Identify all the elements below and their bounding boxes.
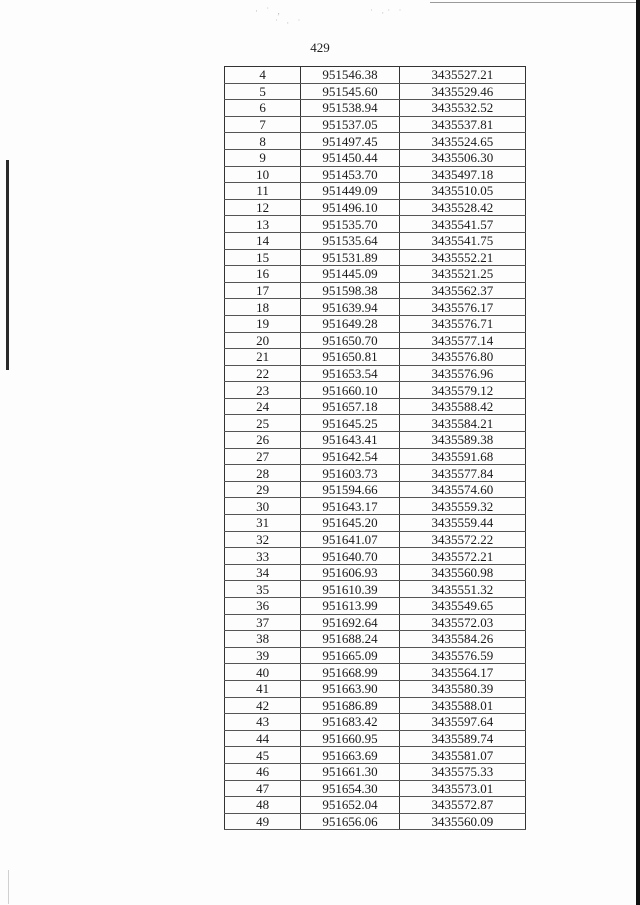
table-row [225,564,526,581]
point-number-cell: 43 [225,714,301,731]
table-row [225,282,526,299]
scan-noise: ˙ · ˙ [275,18,304,28]
y-coordinate-cell: 3435588.01 [399,697,525,714]
y-coordinate-cell: 3435521.25 [399,266,525,283]
x-coordinate-cell: 951453.70 [301,166,399,183]
table-row [225,116,526,133]
y-coordinate-cell: 3435575.33 [399,763,525,780]
y-coordinate-cell: 3435529.46 [399,83,525,100]
x-coordinate-cell: 951640.70 [301,548,399,565]
x-coordinate-cell: 951657.18 [301,398,399,415]
x-coordinate-cell: 951692.64 [301,614,399,631]
point-number-cell: 13 [225,216,301,233]
point-number-cell: 12 [225,199,301,216]
coordinates-table-body [225,67,526,830]
y-coordinate-cell: 3435573.01 [399,780,525,797]
point-number-cell: 22 [225,365,301,382]
table-row [225,166,526,183]
x-coordinate-cell: 951606.93 [301,564,399,581]
y-coordinate-cell: 3435576.59 [399,647,525,664]
y-coordinate-cell: 3435588.42 [399,398,525,415]
point-number-cell: 14 [225,232,301,249]
point-number-cell: 31 [225,515,301,532]
x-coordinate-cell: 951537.05 [301,116,399,133]
table-row [225,365,526,382]
point-number-cell: 28 [225,465,301,482]
point-number-cell: 18 [225,299,301,316]
y-coordinate-cell: 3435591.68 [399,448,525,465]
x-coordinate-cell: 951688.24 [301,631,399,648]
point-number-cell: 38 [225,631,301,648]
table-row [225,747,526,764]
y-coordinate-cell: 3435579.12 [399,382,525,399]
x-coordinate-cell: 951538.94 [301,100,399,117]
table-row [225,531,526,548]
y-coordinate-cell: 3435552.21 [399,249,525,266]
x-coordinate-cell: 951645.25 [301,415,399,432]
point-number-cell: 21 [225,349,301,366]
table-row [225,581,526,598]
table-row [225,133,526,150]
x-coordinate-cell: 951650.81 [301,349,399,366]
point-number-cell: 39 [225,647,301,664]
y-coordinate-cell: 3435497.18 [399,166,525,183]
table-row [225,232,526,249]
scan-noise: ˙ ·˙ ˙ [370,8,405,18]
table-row [225,67,526,84]
point-number-cell: 7 [225,116,301,133]
x-coordinate-cell: 951639.94 [301,299,399,316]
table-row [225,100,526,117]
table-row [225,763,526,780]
table-row [225,299,526,316]
x-coordinate-cell: 951649.28 [301,315,399,332]
point-number-cell: 45 [225,747,301,764]
x-coordinate-cell: 951643.17 [301,498,399,515]
y-coordinate-cell: 3435560.09 [399,813,525,830]
point-number-cell: 26 [225,432,301,449]
x-coordinate-cell: 951660.95 [301,730,399,747]
y-coordinate-cell: 3435572.21 [399,548,525,565]
table-row [225,714,526,731]
y-coordinate-cell: 3435577.84 [399,465,525,482]
x-coordinate-cell: 951663.90 [301,680,399,697]
point-number-cell: 9 [225,149,301,166]
table-row [225,481,526,498]
y-coordinate-cell: 3435576.80 [399,349,525,366]
table-row [225,415,526,432]
table-row [225,515,526,532]
y-coordinate-cell: 3435562.37 [399,282,525,299]
table-row [225,149,526,166]
table-row [225,647,526,664]
point-number-cell: 36 [225,598,301,615]
y-coordinate-cell: 3435506.30 [399,149,525,166]
point-number-cell: 44 [225,730,301,747]
x-coordinate-cell: 951545.60 [301,83,399,100]
y-coordinate-cell: 3435577.14 [399,332,525,349]
y-coordinate-cell: 3435551.32 [399,581,525,598]
x-coordinate-cell: 951665.09 [301,647,399,664]
x-coordinate-cell: 951641.07 [301,531,399,548]
x-coordinate-cell: 951661.30 [301,763,399,780]
point-number-cell: 41 [225,680,301,697]
point-number-cell: 29 [225,481,301,498]
point-number-cell: 23 [225,382,301,399]
point-number-cell: 32 [225,531,301,548]
table-row [225,266,526,283]
point-number-cell: 49 [225,813,301,830]
x-coordinate-cell: 951610.39 [301,581,399,598]
table-row [225,813,526,830]
scan-right-edge-bar [636,0,640,905]
x-coordinate-cell: 951449.09 [301,183,399,200]
table-row [225,448,526,465]
point-number-cell: 11 [225,183,301,200]
y-coordinate-cell: 3435564.17 [399,664,525,681]
y-coordinate-cell: 3435576.71 [399,315,525,332]
x-coordinate-cell: 951686.89 [301,697,399,714]
table-row [225,780,526,797]
x-coordinate-cell: 951645.20 [301,515,399,532]
x-coordinate-cell: 951656.06 [301,813,399,830]
y-coordinate-cell: 3435541.75 [399,232,525,249]
x-coordinate-cell: 951603.73 [301,465,399,482]
point-number-cell: 10 [225,166,301,183]
point-number-cell: 25 [225,415,301,432]
y-coordinate-cell: 3435528.42 [399,199,525,216]
point-number-cell: 48 [225,797,301,814]
table-row [225,332,526,349]
table-row [225,797,526,814]
point-number-cell: 40 [225,664,301,681]
table-row [225,382,526,399]
y-coordinate-cell: 3435584.21 [399,415,525,432]
y-coordinate-cell: 3435559.32 [399,498,525,515]
x-coordinate-cell: 951642.54 [301,448,399,465]
y-coordinate-cell: 3435572.87 [399,797,525,814]
x-coordinate-cell: 951683.42 [301,714,399,731]
y-coordinate-cell: 3435541.57 [399,216,525,233]
table-row [225,730,526,747]
y-coordinate-cell: 3435537.81 [399,116,525,133]
point-number-cell: 42 [225,697,301,714]
y-coordinate-cell: 3435589.74 [399,730,525,747]
table-row [225,614,526,631]
x-coordinate-cell: 951643.41 [301,432,399,449]
x-coordinate-cell: 951650.70 [301,332,399,349]
y-coordinate-cell: 3435584.26 [399,631,525,648]
y-coordinate-cell: 3435576.96 [399,365,525,382]
y-coordinate-cell: 3435572.03 [399,614,525,631]
x-coordinate-cell: 951660.10 [301,382,399,399]
y-coordinate-cell: 3435589.38 [399,432,525,449]
scan-left-edge-mark [8,870,9,904]
y-coordinate-cell: 3435576.17 [399,299,525,316]
y-coordinate-cell: 3435560.98 [399,564,525,581]
point-number-cell: 30 [225,498,301,515]
table-row [225,432,526,449]
table-row [225,199,526,216]
y-coordinate-cell: 3435559.44 [399,515,525,532]
point-number-cell: 5 [225,83,301,100]
x-coordinate-cell: 951497.45 [301,133,399,150]
x-coordinate-cell: 951663.69 [301,747,399,764]
table-row [225,249,526,266]
table-row [225,697,526,714]
point-number-cell: 15 [225,249,301,266]
x-coordinate-cell: 951535.70 [301,216,399,233]
point-number-cell: 46 [225,763,301,780]
y-coordinate-cell: 3435581.07 [399,747,525,764]
point-number-cell: 8 [225,133,301,150]
y-coordinate-cell: 3435524.65 [399,133,525,150]
x-coordinate-cell: 951654.30 [301,780,399,797]
x-coordinate-cell: 951613.99 [301,598,399,615]
table-row [225,598,526,615]
table-row [225,498,526,515]
point-number-cell: 16 [225,266,301,283]
x-coordinate-cell: 951594.66 [301,481,399,498]
point-number-cell: 37 [225,614,301,631]
x-coordinate-cell: 951496.10 [301,199,399,216]
table-row [225,398,526,415]
scan-left-edge-mark [6,160,9,370]
point-number-cell: 33 [225,548,301,565]
page-number: 429 [310,40,330,55]
table-row [225,183,526,200]
x-coordinate-cell: 951450.44 [301,149,399,166]
x-coordinate-cell: 951531.89 [301,249,399,266]
scan-noise: · ˙ , [255,6,283,16]
x-coordinate-cell: 951546.38 [301,67,399,84]
y-coordinate-cell: 3435549.65 [399,598,525,615]
point-number-cell: 35 [225,581,301,598]
table-row [225,349,526,366]
point-number-cell: 47 [225,780,301,797]
y-coordinate-cell: 3435574.60 [399,481,525,498]
table-row [225,83,526,100]
x-coordinate-cell: 951598.38 [301,282,399,299]
scan-top-rule [430,2,640,3]
y-coordinate-cell: 3435580.39 [399,680,525,697]
y-coordinate-cell: 3435597.64 [399,714,525,731]
point-number-cell: 20 [225,332,301,349]
table-row [225,548,526,565]
table-row [225,216,526,233]
x-coordinate-cell: 951445.09 [301,266,399,283]
coordinates-table [224,66,526,830]
x-coordinate-cell: 951535.64 [301,232,399,249]
point-number-cell: 6 [225,100,301,117]
point-number-cell: 34 [225,564,301,581]
table-row [225,465,526,482]
y-coordinate-cell: 3435532.52 [399,100,525,117]
table-row [225,631,526,648]
x-coordinate-cell: 951653.54 [301,365,399,382]
y-coordinate-cell: 3435510.05 [399,183,525,200]
y-coordinate-cell: 3435572.22 [399,531,525,548]
point-number-cell: 17 [225,282,301,299]
x-coordinate-cell: 951652.04 [301,797,399,814]
point-number-cell: 19 [225,315,301,332]
point-number-cell: 4 [225,67,301,84]
table-row [225,315,526,332]
table-row [225,680,526,697]
point-number-cell: 24 [225,398,301,415]
point-number-cell: 27 [225,448,301,465]
table-row [225,664,526,681]
y-coordinate-cell: 3435527.21 [399,67,525,84]
x-coordinate-cell: 951668.99 [301,664,399,681]
